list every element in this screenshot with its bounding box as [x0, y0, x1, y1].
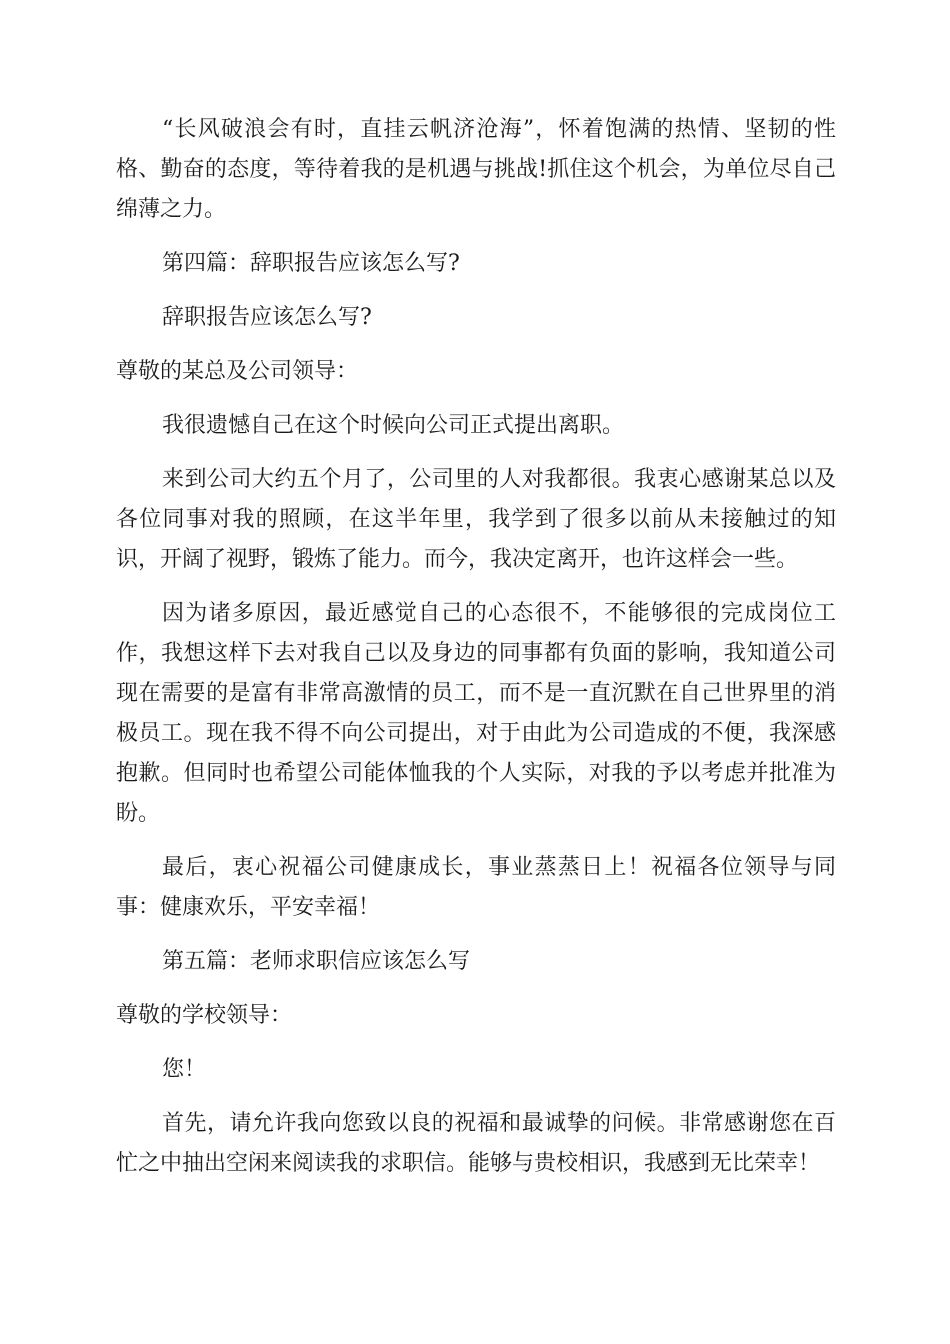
paragraph-closing-wishes: 最后，衷心祝福公司健康成长，事业蒸蒸日上！祝福各位领导与同事：健康欢乐，平安幸福！ — [116, 855, 836, 920]
section-heading-4: 第四篇：辞职报告应该怎么写? — [162, 251, 460, 276]
salutation-company: 尊敬的某总及公司领导： — [116, 359, 359, 384]
section-heading-5: 第五篇：老师求职信应该怎么写 — [162, 949, 471, 974]
paragraph-intro: 首先，请允许我向您致以良的祝福和最诚挚的问候。非常感谢您在百忙之中抽出空闲来阅读我的求职信。能够与贵校相识，我感到无比荣幸！ — [116, 1111, 836, 1176]
subheading-resignation: 辞职报告应该怎么写? — [162, 305, 372, 330]
document-body — [116, 110, 836, 1198]
paragraph-reasons: 因为诸多原因，最近感觉自己的心态很不，不能够很的完成岗位工作，我想这样下去对我自己以及身边的同事都有负面的影响，我知道公司现在需要的是富有非常高激情的员工，而不是一直沉默在自己世界里的消极员工。现在我不得不向公司提出，对于由此为公司造成的不便，我深感抱歉。但同时也希望公司能体恤我的个人实际，对我的予以考虑并批准为盼。 — [116, 601, 836, 826]
salutation-school: 尊敬的学校领导： — [116, 1003, 293, 1028]
paragraph-thanks: 来到公司大约五个月了，公司里的人对我都很。我衷心感谢某总以及各位同事对我的照顾，在这半年里，我学到了很多以前从未接触过的知识，开阔了视野，锻炼了能力。而今，我决定离开，也许这样会一些。 — [116, 467, 836, 572]
greeting: 您！ — [162, 1057, 207, 1082]
paragraph-regret: 我很遗憾自己在这个时候向公司正式提出离职。 — [162, 413, 625, 438]
paragraph-quote: “长风破浪会有时，直挂云帆济沧海”，怀着饱满的热情、坚韧的性格、勤奋的态度，等待着我的是机遇与挑战!抓住这个机会，为单位尽自己绵薄之力。 — [116, 117, 836, 222]
